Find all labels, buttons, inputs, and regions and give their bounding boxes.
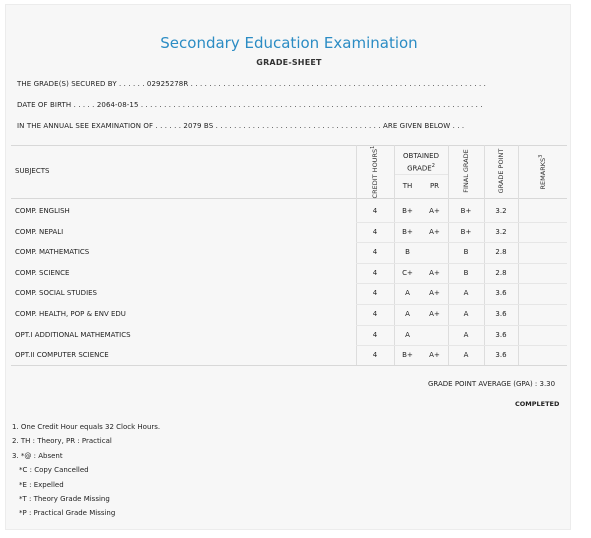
page-title: Secondary Education Examination bbox=[160, 34, 418, 52]
exam-line: IN THE ANNUAL SEE EXAMINATION OF . . . . . . 2079 BS . . . . . . . . . . . . . . . . . . . . . . . . . . . . . . . . . . . . ARE GIVEN BELOW . . . bbox=[17, 122, 465, 130]
cell-final: B bbox=[463, 268, 469, 277]
date-of-birth-line: DATE OF BIRTH . . . . . 2064-08-15 . . . . . . . . . . . . . . . . . . . . . . . . . . . . . . . . . . . . . . . . . . . . . . . . . . . . . . . . . . . . . . . . . . . . . . . . . . bbox=[17, 101, 483, 109]
row-divider bbox=[356, 304, 567, 305]
row-divider bbox=[356, 222, 567, 223]
row-divider bbox=[356, 325, 567, 326]
cell-subject: COMP. NEPALI bbox=[15, 227, 64, 236]
cell-subject: OPT.I ADDITIONAL MATHEMATICS bbox=[15, 330, 131, 339]
cell-final: A bbox=[463, 289, 469, 298]
cell-pr: A+ bbox=[429, 207, 440, 215]
cell-final: B+ bbox=[460, 227, 472, 236]
cell-th: C+ bbox=[402, 268, 413, 277]
cell-credit: 4 bbox=[372, 207, 378, 215]
footnote: *P : Practical Grade Missing bbox=[19, 509, 116, 518]
cell-th: A bbox=[405, 289, 410, 298]
cell-subject: OPT.II COMPUTER SCIENCE bbox=[15, 351, 109, 360]
header-remarks: REMARKS$^3$ bbox=[537, 154, 548, 190]
header-pr: PR bbox=[429, 182, 440, 190]
cell-point: 2.8 bbox=[495, 268, 507, 277]
cell-point: 3.6 bbox=[495, 330, 507, 339]
cell-th: B+ bbox=[402, 207, 413, 215]
cell-credit: 4 bbox=[372, 248, 378, 257]
header-subjects: SUBJECTS bbox=[15, 167, 50, 175]
cell-pr: A+ bbox=[429, 351, 440, 360]
page-subtitle: GRADE-SHEET bbox=[256, 58, 322, 67]
cell-credit: 4 bbox=[372, 268, 378, 277]
cell-subject: COMP. ENGLISH bbox=[15, 207, 70, 215]
row-divider bbox=[356, 283, 567, 284]
header-th: TH bbox=[402, 182, 413, 190]
cell-th: B bbox=[405, 248, 410, 257]
cell-credit: 4 bbox=[372, 351, 378, 360]
table-bottom-border bbox=[11, 365, 567, 366]
cell-credit: 4 bbox=[372, 289, 378, 298]
cell-th: A bbox=[405, 330, 410, 339]
cell-final: B bbox=[463, 248, 469, 257]
cell-pr: A+ bbox=[429, 289, 440, 298]
cell-point: 3.6 bbox=[495, 351, 507, 360]
cell-th: B+ bbox=[402, 351, 413, 360]
cell-point: 2.8 bbox=[495, 248, 507, 257]
student-symbol-line: THE GRADE(S) SECURED BY . . . . . . 02925278R . . . . . . . . . . . . . . . . . . . . . . . . . . . . . . . . . . . . . . . . . . . . . . . . . . . . . . . . . . . . . . . . bbox=[17, 80, 486, 88]
cell-subject: COMP. MATHEMATICS bbox=[15, 248, 90, 257]
cell-th: A bbox=[405, 310, 410, 318]
grade-sheet bbox=[5, 4, 571, 530]
footnote: 2. TH : Theory, PR : Practical bbox=[12, 437, 112, 446]
cell-final: B+ bbox=[460, 207, 472, 215]
cell-point: 3.6 bbox=[495, 289, 507, 298]
footnote: *T : Theory Grade Missing bbox=[19, 495, 110, 503]
cell-point: 3.2 bbox=[495, 207, 507, 215]
cell-pr: A+ bbox=[429, 310, 440, 318]
cell-pr: A+ bbox=[429, 227, 440, 236]
cell-point: 3.2 bbox=[495, 227, 507, 236]
col-divider bbox=[518, 145, 519, 365]
cell-credit: 4 bbox=[372, 310, 378, 318]
row-divider bbox=[356, 263, 567, 264]
gpa-summary: GRADE POINT AVERAGE (GPA) : 3.30 bbox=[428, 380, 556, 388]
footnote: 1. One Credit Hour equals 32 Clock Hours. bbox=[12, 423, 161, 431]
footnote: *E : Expelled bbox=[19, 480, 64, 489]
cell-subject: COMP. HEALTH, POP & ENV EDU bbox=[15, 310, 126, 318]
row-divider bbox=[356, 345, 567, 346]
cell-final: A bbox=[463, 310, 469, 318]
cell-th: B+ bbox=[402, 227, 413, 236]
footnote: *C : Copy Cancelled bbox=[19, 466, 89, 475]
header-grade-point: GRADE POINT bbox=[497, 148, 505, 194]
header-final-grade: FINAL GRADE bbox=[462, 149, 470, 193]
cell-credit: 4 bbox=[372, 330, 378, 339]
cell-point: 3.6 bbox=[495, 310, 507, 318]
cell-final: A bbox=[463, 351, 469, 360]
row-divider bbox=[356, 242, 567, 243]
obtained-sub-divider bbox=[394, 174, 448, 175]
cell-credit: 4 bbox=[372, 227, 378, 236]
cell-pr: A+ bbox=[429, 268, 440, 277]
cell-subject: COMP. SOCIAL STUDIES bbox=[15, 289, 98, 298]
cell-subject: COMP. SCIENCE bbox=[15, 268, 70, 277]
completion-status: COMPLETED bbox=[515, 400, 560, 408]
header-credit-hours: CREDIT HOURS$^1$ bbox=[369, 145, 380, 199]
cell-final: A bbox=[463, 330, 469, 339]
footnote: 3. *@ : Absent bbox=[12, 451, 63, 460]
header-obtained-grade: OBTAINED GRADE$^2$ bbox=[403, 152, 439, 173]
